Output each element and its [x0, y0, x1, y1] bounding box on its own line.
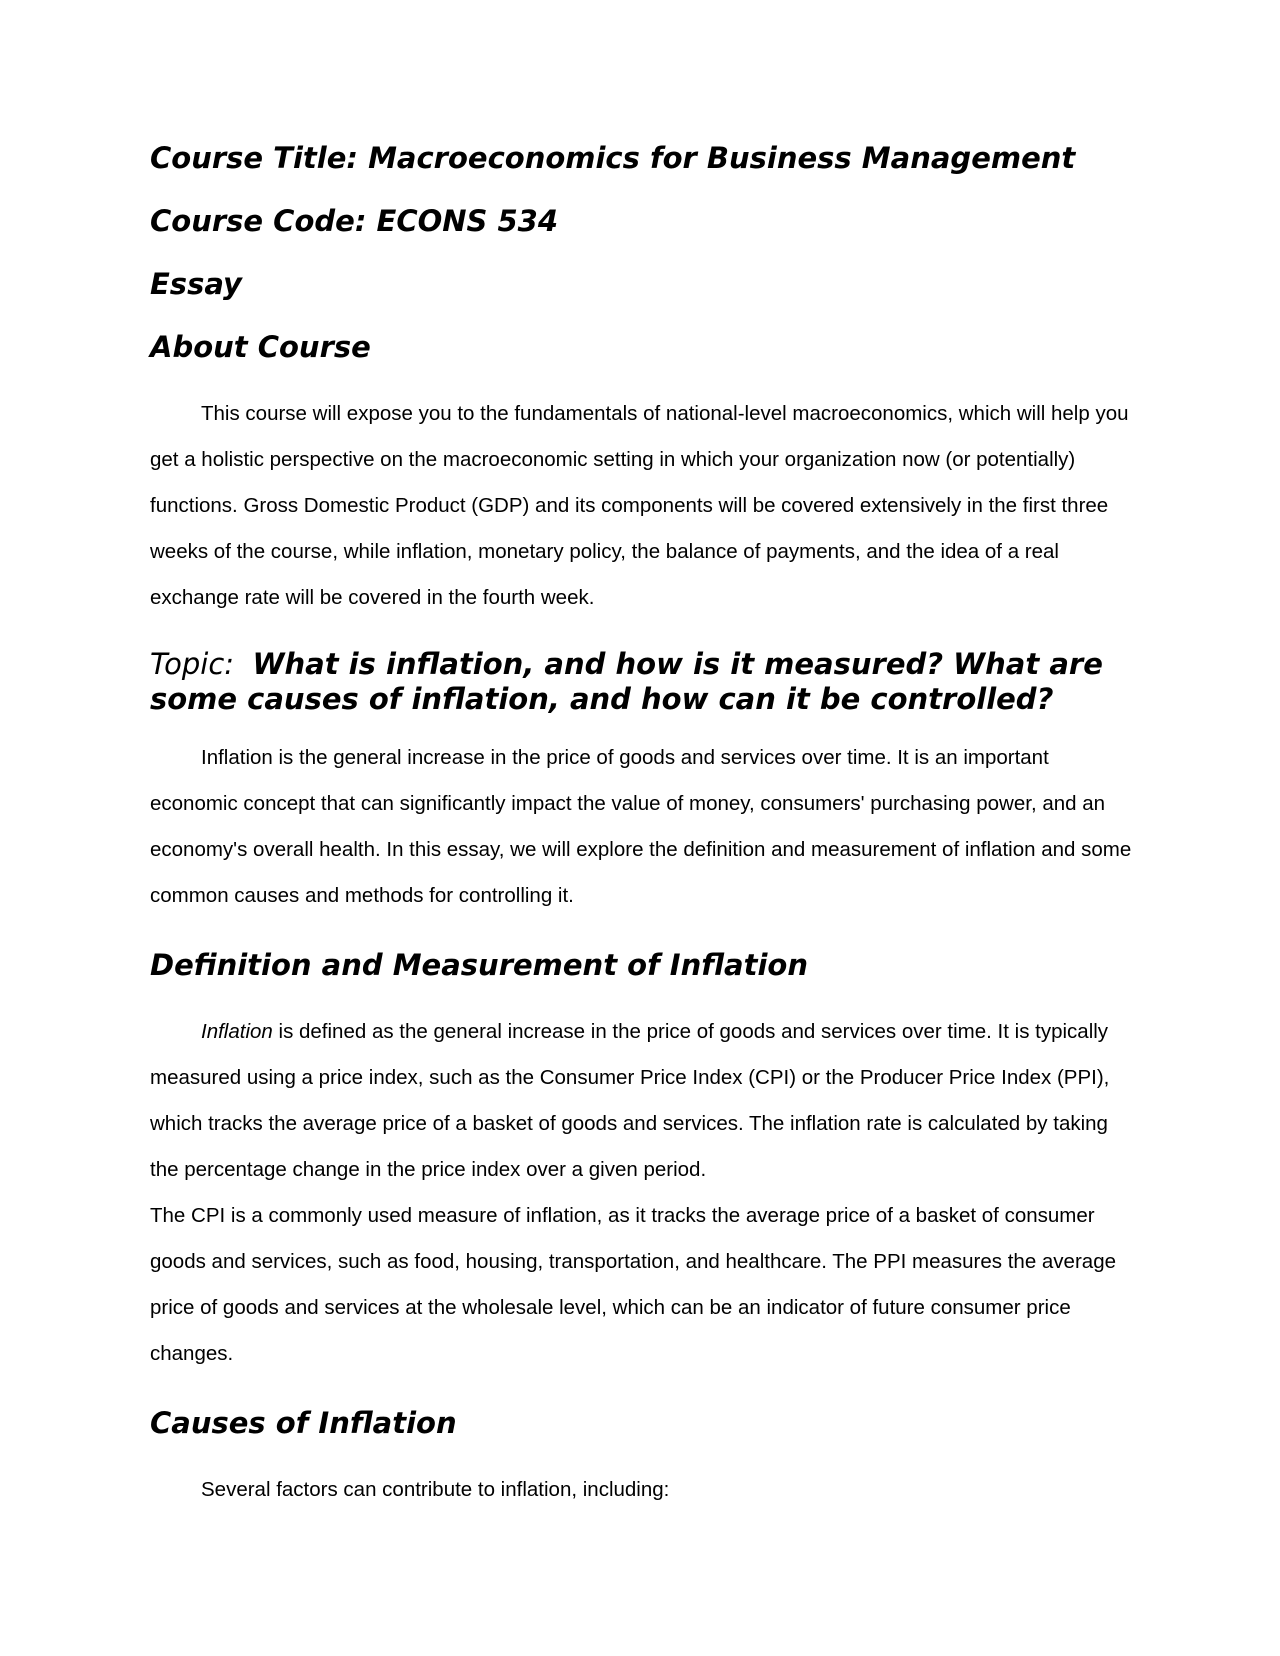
causes-intro-paragraph: Several factors can contribute to inflation, including:: [201, 1478, 670, 1501]
definition-paragraph-2: The CPI is a commonly used measure of inflation, as it tracks the average price of a basket of consumer goods and services, such as food, housing, transportation, and healthcare. The PPI measures the average price of goods and services at the wholesale level, which can be an indicator of future consumer price changes.: [150, 1204, 1116, 1365]
about-course-heading: About Course: [150, 330, 371, 364]
definition-paragraph-1: [150, 1009, 1140, 1193]
causes-heading: Causes of Inflation: [150, 1406, 457, 1440]
definition-paragraph-1-text: is defined as the general increase in the price of goods and services over time. It is typically measured using a price index, such as the Consumer Price Index (CPI) or the Producer Price Index (PPI), which tracks the average price of a basket of goods and services. The inflation rate is calculated by taking the percentage change in the price index over a given period.: [150, 1020, 1110, 1181]
topic-heading: [150, 647, 1140, 717]
topic-intro-paragraph: Inflation is the general increase in the price of goods and services over time. It is an important economic concept that can significantly impact the value of money, consumers' purchasing power, and an economy's overall health. In this essay, we will explore the definition and measurement of inflation and some common causes and methods for controlling it.: [150, 746, 1132, 907]
about-course-paragraph: This course will expose you to the fundamentals of national-level macroeconomics, which will help you get a holistic perspective on the macroeconomic setting in which your organization now (or potentially) functions. Gross Domestic Product (GDP) and its components will be covered extensively in the first three weeks of the course, while inflation, monetary policy, the balance of payments, and the idea of a real exchange rate will be covered in the fourth week.: [150, 402, 1129, 609]
document-page: [150, 138, 1140, 1513]
course-code: Course Code: ECONS 534: [150, 204, 559, 238]
document-type: Essay: [150, 267, 242, 301]
definition-heading: Definition and Measurement of Inflation: [150, 948, 808, 982]
topic-label: Topic:: [150, 647, 235, 681]
course-title: Course Title: Macroeconomics for Business Management: [150, 141, 1076, 175]
topic-question: What is inflation, and how is it measured? What are some causes of inflation, and how can it be controlled?: [150, 647, 1103, 716]
inflation-term: Inflation: [201, 1020, 273, 1043]
